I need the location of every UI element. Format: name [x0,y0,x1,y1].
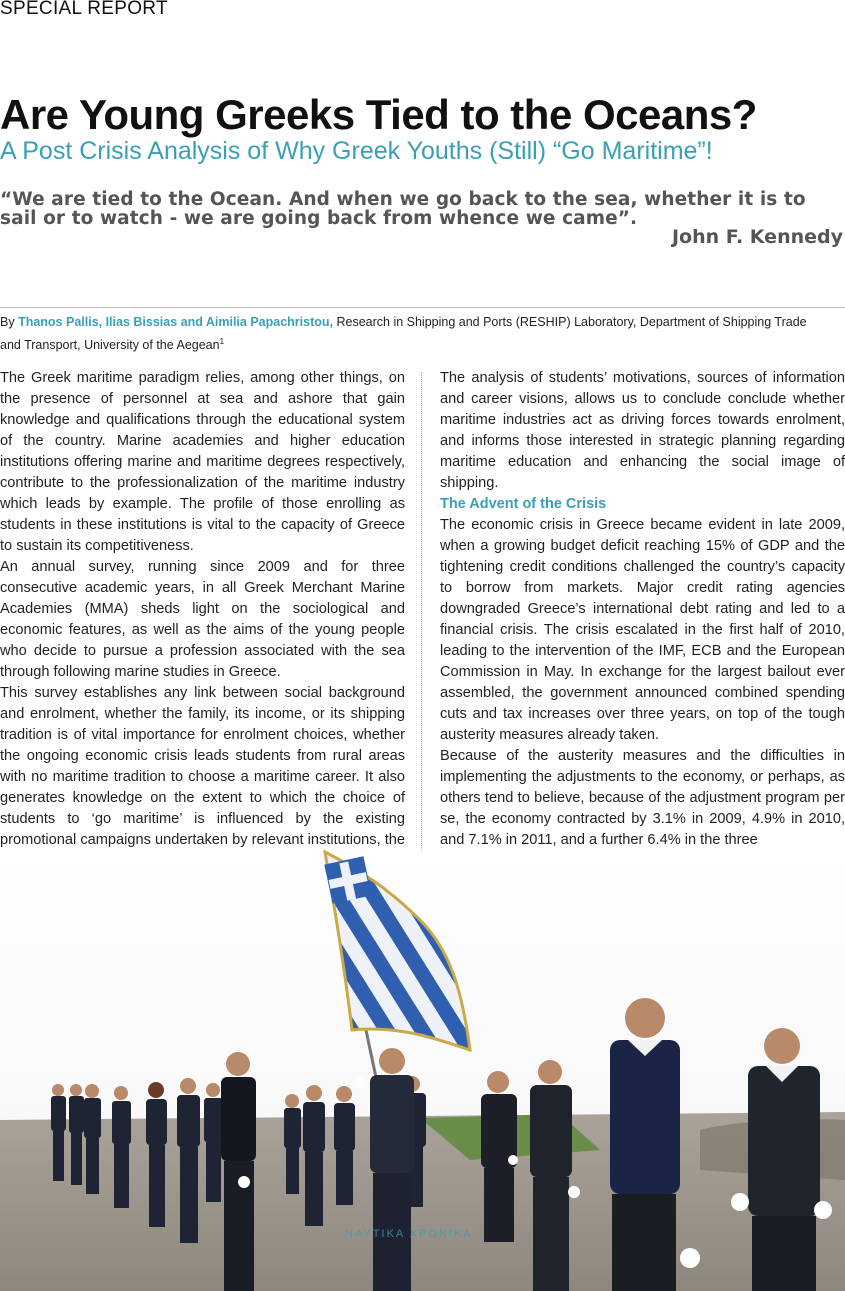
subheadline: A Post Crisis Analysis of Why Greek Youths (Still) “Go Maritime”! [0,137,713,165]
body-paragraph: The economic crisis in Greece became evident in late 2009, when a growing budget deficit reaching 15% of GDP and the tightening credit conditions challenged the country’s capacity to borrow from markets. Major credit rating agencies downgraded Greece’s international debt rating and led to a financial crisis. The crisis escalated in the first half of 2010, leading to the intervention of the IMF, ECB and the European Commission in May. In exchange for the largest bailout ever assembled, the government announced combined spending cuts and tax increases over three years, on top of the tough austerity measures already taken. [440,517,845,743]
column-divider [421,372,422,872]
byline-affiliation: Research in Shipping and Ports (RESHIP) Laboratory, Department of Shipping Trade and Transport, University of the Aegean [0,315,807,353]
magazine-watermark: NAYTIKA XPONIKA [345,1228,473,1240]
body-paragraph: The analysis of students’ motivations, sources of information and career visions, allows us to conclude conclude whether maritime industries act as driving forces towards enrolment, and informs those interested in strategic planning regarding maritime education and enhancing the social image of shipping. [440,370,845,491]
right-column [440,368,845,851]
body-paragraph: Because of the austerity measures and the difficulties in implementing the adjustments to the economy, or perhaps, as others tend to believe, because of the adjustment program per se, the economy contracted by 3.1% in 2009, 4.9% in 2010, and 7.1% in 2011, and a further 6.4% in the three [440,748,845,848]
footnote-marker: 1 [219,337,225,346]
byline-prefix: By [0,315,19,329]
divider-rule [0,307,845,308]
headline: Are Young Greeks Tied to the Oceans? [0,91,757,138]
byline [0,312,830,355]
cadets-flag-photo [0,850,845,1291]
section-label: SPECIAL REPORT [0,0,168,19]
body-paragraph: The Greek maritime paradigm relies, among other things, on the presence of personnel at sea and ashore that gain knowledge and qualifications through the educational system of the country. Marine academies and higher education institutions offering marine and maritime degrees respectively, contribute to the professionalization of the maritime industry which leads by example. The profile of those enrolling as students in these institutions is vital to the capacity of Greece to sustain its competitiveness. [0,370,405,554]
body-paragraph: This survey establishes any link between social background and enrolment, whether the family, its income, or its shipping tradition is of vital importance for enrolment choices, whether the ongoing economic crisis leads students from rural areas with no maritime tradition to choose a maritime career. It also generates knowledge on the extent to which the choice of students to ‘go maritime’ is influenced by the existing promotional campaigns undertaken by relevant institutions, the [0,685,405,848]
left-column [0,368,405,872]
byline-authors: Thanos Pallis, Ilias Bissias and Aimilia Papachristou, [18,315,333,329]
body-paragraph: An annual survey, running since 2009 and for three consecutive academic years, in all Greek Merchant Marine Academies (MMA) sheds light on the sociological and economic features, as well as the aims of the young people who decide to pursue a profession associated with the sea through following marine studies in Greece. [0,559,405,680]
pull-quote: “We are tied to the Ocean. And when we go back to the sea, whether it is to sail or to watch - we are going back from whence we came”. [0,189,806,229]
section-subheading: The Advent of the Crisis [440,496,607,512]
quote-author: John F. Kennedy [671,226,843,248]
